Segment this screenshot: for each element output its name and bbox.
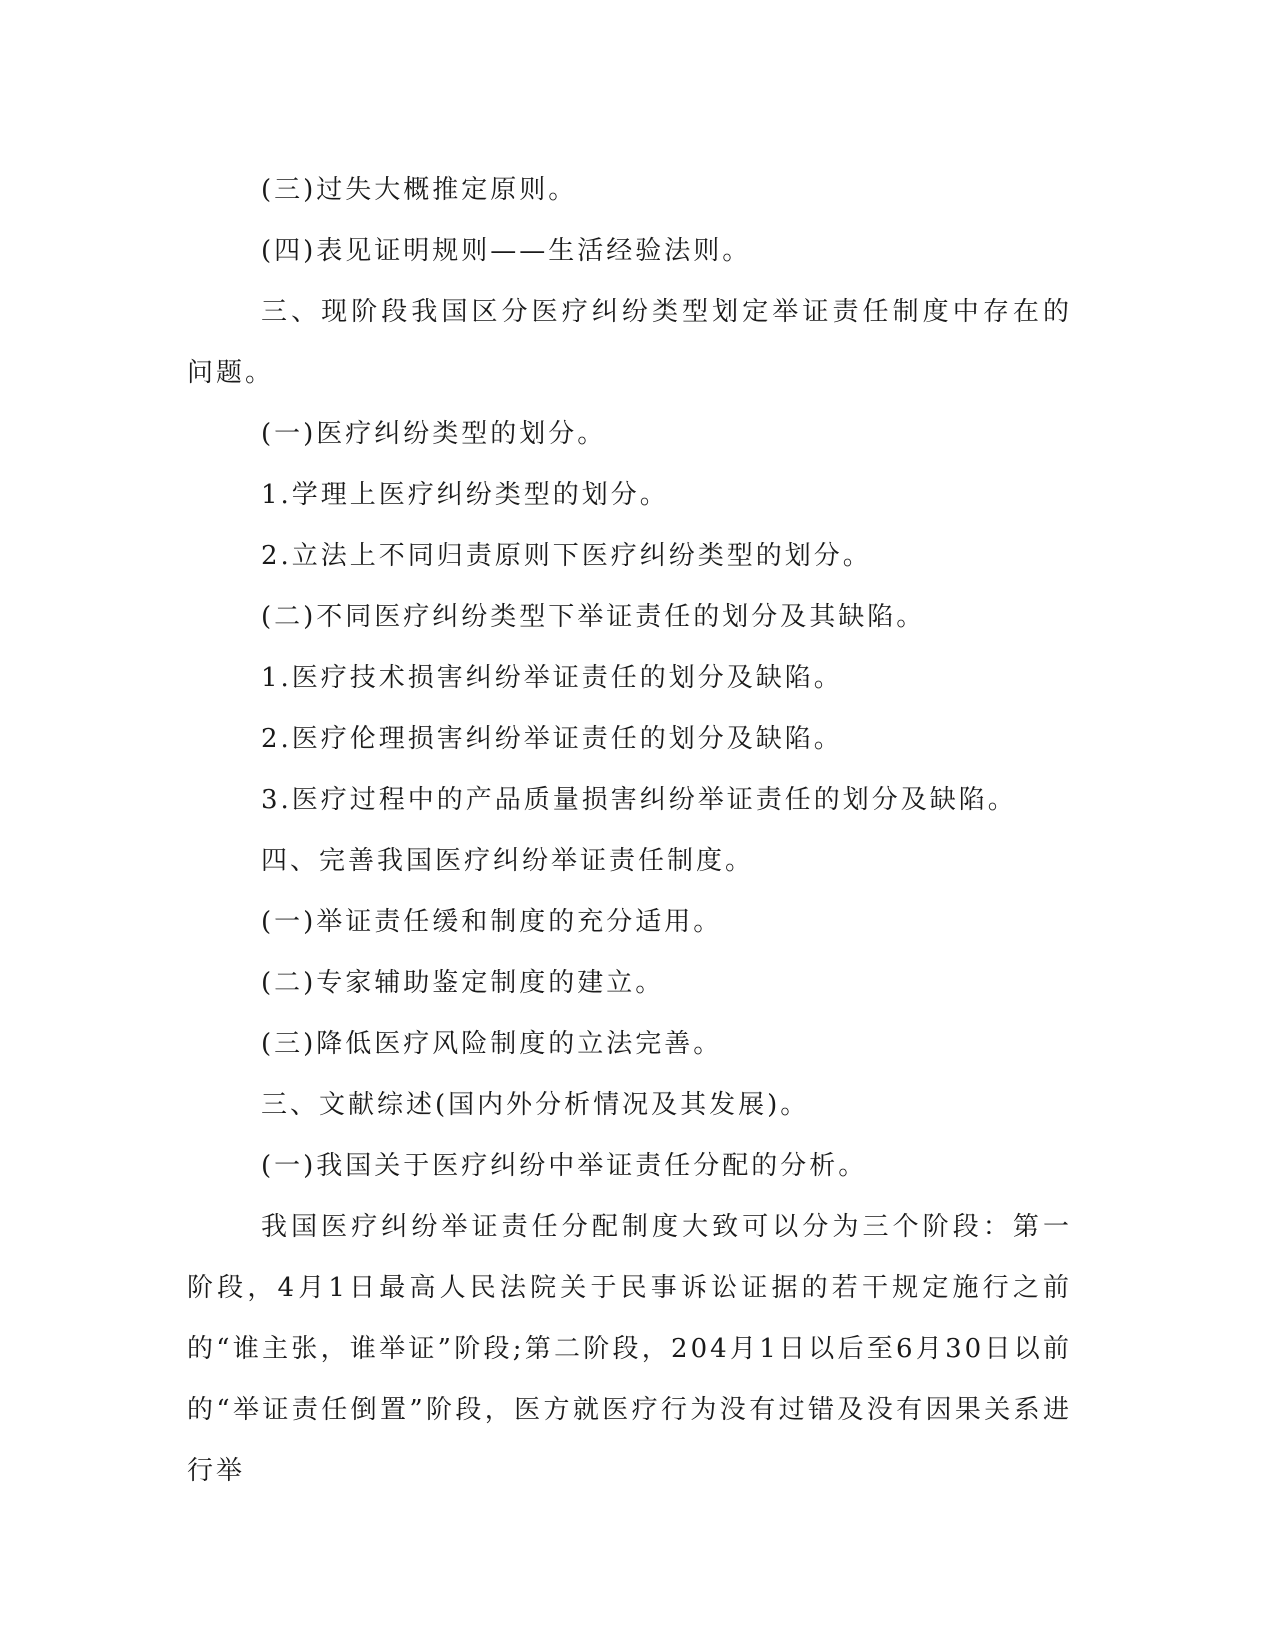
paragraph-17: 我国医疗纠纷举证责任分配制度大致可以分为三个阶段：第一阶段，4月1日最高人民法院关于民事诉讼证据的若干规定施行之前的“谁主张，谁举证”阶段;第二阶段，204月1日以后至6月30日以前的“举证责任倒置”阶段，医方就医疗行为没有过错及没有因果关系进行举: [187, 1212, 1072, 1486]
paragraph-3: 三、现阶段我国区分医疗纠纷类型划定举证责任制度中存在的问题。: [187, 297, 1072, 388]
paragraph-1: (三)过失大概推定原则。: [261, 175, 578, 205]
paragraph-6: 2.立法上不同归责原则下医疗纠纷类型的划分。: [261, 541, 872, 571]
paragraph-11: 四、完善我国医疗纠纷举证责任制度。: [261, 846, 755, 876]
document-body: [187, 160, 1072, 1502]
paragraph-7: (二)不同医疗纠纷类型下举证责任的划分及其缺陷。: [261, 602, 926, 632]
paragraph-4: (一)医疗纠纷类型的划分。: [261, 419, 607, 449]
paragraph-8: 1.医疗技术损害纠纷举证责任的划分及缺陷。: [261, 663, 843, 693]
paragraph-16: (一)我国关于医疗纠纷中举证责任分配的分析。: [261, 1151, 868, 1181]
paragraph-12: (一)举证责任缓和制度的充分适用。: [261, 907, 723, 937]
paragraph-13: (二)专家辅助鉴定制度的建立。: [261, 968, 665, 998]
paragraph-14: (三)降低医疗风险制度的立法完善。: [261, 1029, 723, 1059]
paragraph-9: 2.医疗伦理损害纠纷举证责任的划分及缺陷。: [261, 724, 843, 754]
paragraph-5: 1.学理上医疗纠纷类型的划分。: [261, 480, 669, 510]
paragraph-15: 三、文献综述(国内外分析情况及其发展)。: [261, 1090, 810, 1120]
paragraph-10: 3.医疗过程中的产品质量损害纠纷举证责任的划分及缺陷。: [261, 785, 1017, 815]
paragraph-2: (四)表见证明规则——生活经验法则。: [261, 236, 752, 266]
